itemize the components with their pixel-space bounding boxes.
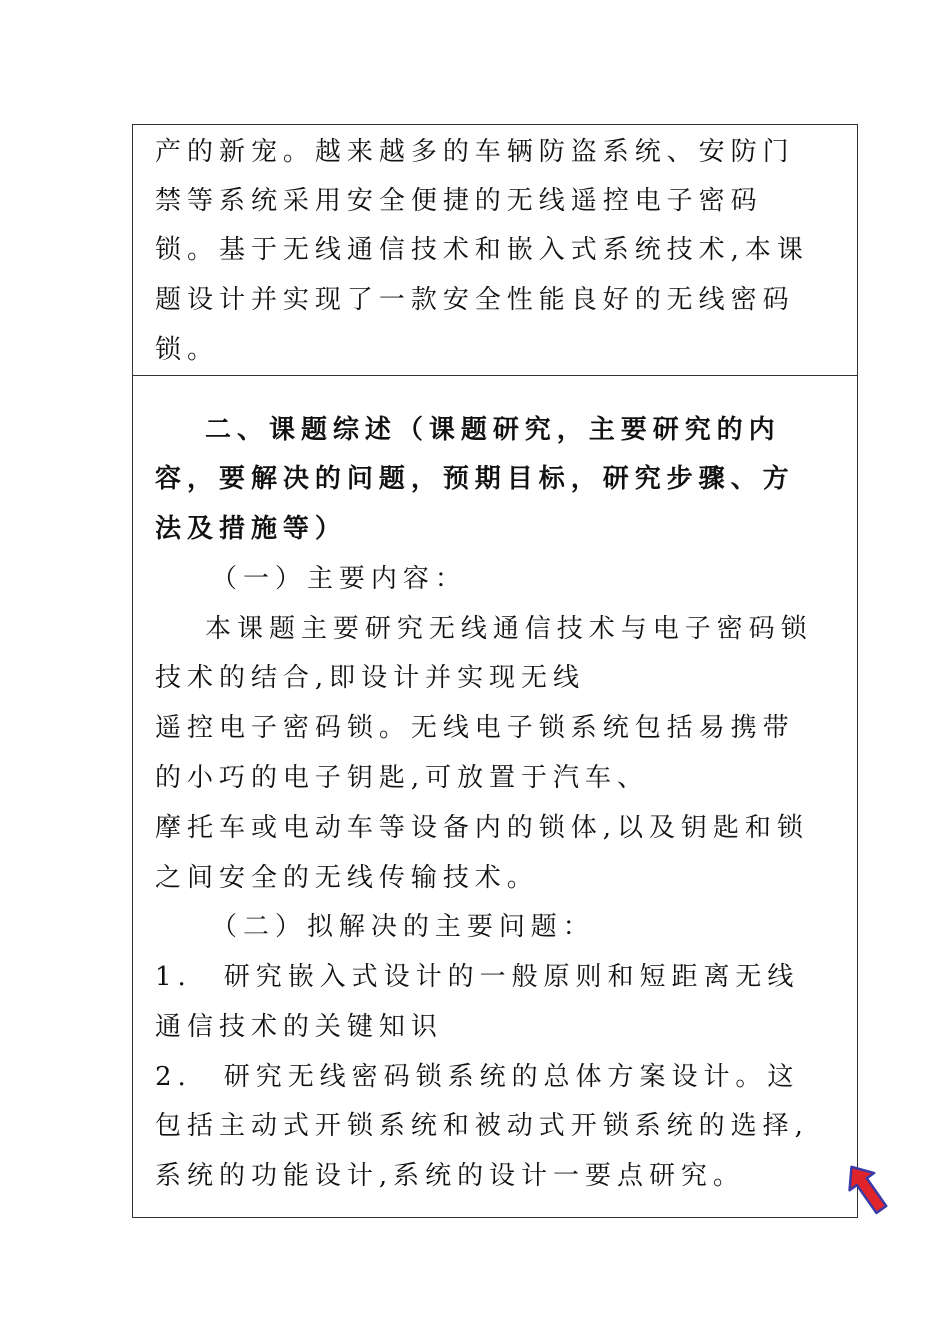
section1-line-5: 锁。 xyxy=(155,335,219,365)
section1-line-1: 产的新宠。越来越多的车辆防盗系统、安防门 xyxy=(155,137,795,167)
sub1-title: （一）主要内容： xyxy=(211,564,467,594)
sub1-line-2: 技术的结合,即设计并实现无线 xyxy=(155,663,585,693)
sub1-line-3: 遥控电子密码锁。无线电子锁系统包括易携带 xyxy=(155,713,795,743)
sub1-line-5: 摩托车或电动车等设备内的锁体,以及钥匙和锁 xyxy=(155,813,809,843)
sub2-line-1: 1. 研究嵌入式设计的一般原则和短距离无线 xyxy=(155,962,800,992)
section1-line-3: 锁。基于无线通信技术和嵌入式系统技术,本课 xyxy=(155,235,809,265)
sub2-title: （二）拟解决的主要问题： xyxy=(211,912,595,942)
section1-line-2: 禁等系统采用安全便捷的无线遥控电子密码 xyxy=(155,186,763,216)
section2-heading-line-3: 法及措施等） xyxy=(155,514,347,544)
sub2-line-2: 通信技术的关键知识 xyxy=(155,1012,443,1042)
sub1-line-6: 之间安全的无线传输技术。 xyxy=(155,863,539,893)
up-left-arrow-icon xyxy=(842,1158,892,1220)
document-table xyxy=(132,124,858,1218)
section2-heading-line-2: 容，要解决的问题，预期目标，研究步骤、方 xyxy=(155,464,795,494)
row-divider xyxy=(133,375,857,376)
section2-heading-line-1: 二、课题综述（课题研究，主要研究的内 xyxy=(205,415,781,445)
sub2-line-4: 包括主动式开锁系统和被动式开锁系统的选择, xyxy=(155,1111,809,1141)
sub2-line-5: 系统的功能设计,系统的设计一要点研究。 xyxy=(155,1161,745,1191)
sub1-line-4: 的小巧的电子钥匙,可放置于汽车、 xyxy=(155,763,649,793)
sub1-line-1: 本课题主要研究无线通信技术与电子密码锁 xyxy=(205,614,813,644)
section1-line-4: 题设计并实现了一款安全性能良好的无线密码 xyxy=(155,285,795,315)
sub2-line-3: 2. 研究无线密码锁系统的总体方案设计。这 xyxy=(155,1062,800,1092)
